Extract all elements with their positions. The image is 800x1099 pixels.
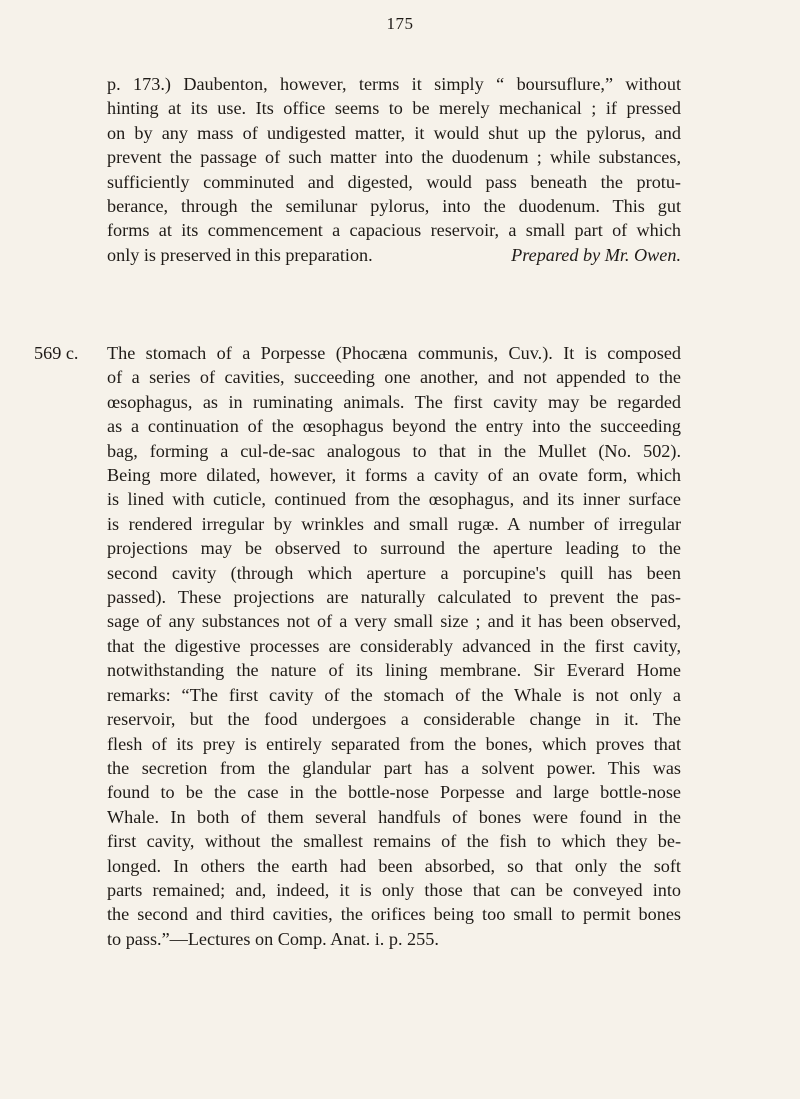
text-line: as a continuation of the œsophagus beyond the entry into the succeeding [107, 416, 681, 437]
text-line: œsophagus, as in ruminating animals. The first cavity may be regarded [107, 391, 681, 412]
text-line: the second and third cavities, the orifices being too small to permit bones [107, 904, 681, 925]
text-line: of a series of cavities, succeeding one another, and not appended to the [107, 367, 681, 388]
text-line: berance, through the semilunar pylorus, into the duodenum. This gut [107, 196, 681, 217]
text-line: Being more dilated, however, it forms a cavity of an ovate form, which [107, 465, 681, 486]
text-line: reservoir, but the food undergoes a considerable change in it. The [107, 709, 681, 730]
citation-line: to pass.”—Lectures on Comp. Anat. i. p. 255. [107, 928, 439, 949]
text-line: that the digestive processes are considerably advanced in the first cavity, [107, 635, 681, 656]
text-line: bag, forming a cul-de-sac analogous to that in the Mullet (No. 502). [107, 440, 681, 461]
specimen-number: 569 c. [34, 343, 79, 363]
text-line: p. 173.) Daubenton, however, terms it simply “ boursuflure,” without [107, 74, 681, 94]
page-number: 175 [386, 14, 414, 33]
text-line: flesh of its prey is entirely separated from the bones, which proves that [107, 733, 681, 754]
text-line: second cavity (through which aperture a porcupine's quill has been [107, 562, 681, 583]
text-line: remarks: “The first cavity of the stomach of the Whale is not only a [107, 684, 681, 705]
text-line: Whale. In both of them several handfuls of bones were found in the [107, 806, 681, 827]
text-line: parts remained; and, indeed, it is only those that can be conveyed into [107, 879, 681, 900]
text-line-with-credit [107, 243, 681, 267]
text-line: on by any mass of undigested matter, it would shut up the pylorus, and [107, 122, 681, 143]
text-line: prevent the passage of such matter into the duodenum ; while substances, [107, 147, 681, 168]
text-line: found to be the case in the bottle-nose Porpesse and large bottle-nose [107, 782, 681, 803]
text-line: the secretion from the glandular part has a solvent power. This was [107, 757, 681, 778]
text-line: is lined with cuticle, continued from the œsophagus, and its inner surface [107, 489, 681, 510]
text-line: hinting at its use. Its office seems to be merely mechanical ; if pressed [107, 98, 681, 119]
text-line: notwithstanding the nature of its lining membrane. Sir Everard Home [107, 660, 681, 681]
specimen-entry [34, 341, 681, 951]
text-line: longed. In others the earth had been absorbed, so that only the soft [107, 855, 681, 876]
text-line: passed). These projections are naturally calculated to prevent the pas- [107, 587, 681, 608]
text-line: sage of any substances not of a very small size ; and it has been observed, [107, 611, 681, 632]
text-line: forms at its commencement a capacious reservoir, a small part of which [107, 220, 681, 241]
text-line: is rendered irregular by wrinkles and small rugæ. A number of irregular [107, 513, 681, 534]
text-line: projections may be observed to surround the aperture leading to the [107, 538, 681, 559]
text-line: sufficiently comminuted and digested, would pass beneath the protu- [107, 171, 681, 192]
paragraph-continuation [107, 72, 681, 267]
text-line: first cavity, without the smallest remains of the fish to which they be- [107, 831, 681, 852]
preparer-credit: Prepared by Mr. Owen. [511, 244, 681, 265]
text-line: only is preserved in this preparation. [107, 244, 373, 265]
text-line: The stomach of a Porpesse (Phocæna communis, Cuv.). It is composed [107, 343, 681, 363]
